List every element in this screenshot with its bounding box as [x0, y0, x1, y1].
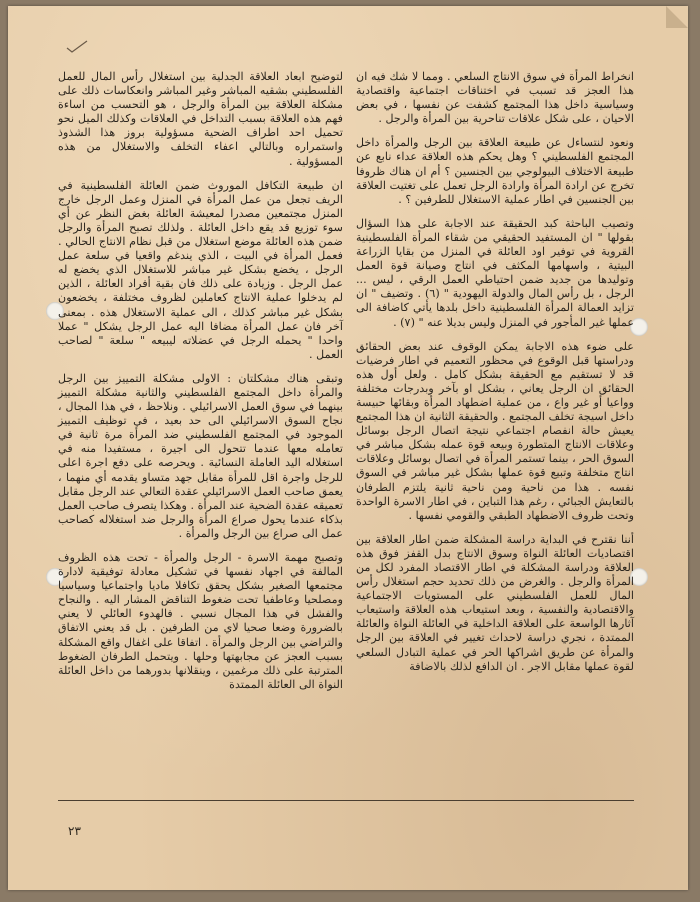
paragraph: وتصيب الباحثة كبد الحقيقة عند الاجابة على هذا السؤال بقولها " ان المستفيد الحقيقي من شقاء المرأة الفلسطينية القروية في توفير اود العائلة في المنزل من بقايا الزراعة البيتية ، واسهامها المكثف في انتاج وصيانة قوة العمل وتوليدها من جديد ضمن احتياطي العمل الرقي ، ليس ... الرجل ، بل رأس المال والدولة اليهودية " (٦) . وتضيف " ان تزايد العمالة المرأة الفلسطينية داخل بلدها يأتي كاضافة الى عملها غير المأجور في المنزل وليس بديلا عنه " (٧) .	[356, 216, 634, 329]
page-number: ٢٣	[68, 824, 81, 838]
footer-rule	[58, 800, 634, 801]
paragraph: ونعود لنتساءل عن طبيعة العلاقة بين الرجل والمرأة داخل المجتمع الفلسطيني ؟ وهل يحكم هذه العلاقة عداء نابع عن طبيعة الاختلاف البيولوجي بين الجنسين ؟ أم ان هناك ظروفا تخرج عن ارادة المرأة وارادة الرجل تعمل على تغتيت العلاقة بين الجنسين في اطار عملية الاستغلال للطرفين ؟ .	[356, 136, 634, 206]
left-text-column	[58, 70, 343, 702]
paragraph: لتوضيح ابعاد العلاقة الجدلية بين استغلال رأس المال للعمل الفلسطيني بشقيه المباشر وغير المباشر وانعكاسات ذلك على مشكلة العلاقة بين المرأة والرجل ، هو التحسب من اساءة فهم هذه العلاقة بسبب التداخل في العلاقات وكذلك الميل نحو تحميل احد اطراف الضحية مسؤولية بروز هذا الشذوذ واستمراره وبالتالي اعفاء التخلف والاستغلال من هذه المسؤولية .	[58, 70, 343, 168]
right-text-column	[356, 70, 634, 684]
paragraph: على ضوء هذه الاجابة يمكن الوقوف عند بعض الحقائق ودراستها قبل الوقوع في محظور التعميم في اطار فرضيات قد لا تستقيم مع الحقيقة بشكل كامل . ولعل أول هذه الحقائق ان الرجل يعاني ، بشكل او بآخر وبدرجات مختلفة وواعيا أو غير واع ، من عملية اضطهاد المرأة وبقائها حبيسة داخل اسيجة تخلف المجتمع . والحقيقة الثانية ان هذا المجتمع يعيش حالة انفصام اجتماعي نتيجة اتصال الرجل بوسائل وعلاقات الانتاج المتطورة وبيعه قوة عمله بشكل مباشر في السوق الحر ، بينما تستمر المرأة في اتصال بوسائل وعلاقات انتاج متخلفة وتبيع قوة عملها بشكل غير مباشر في السوق نفسه . هذا من ناحية ومن ناحية ثانية يلتزم الطرفان بالتعايش الجبائي ، رغم هذا التباين ، في اطار الاسرة الواحدة وتحت ظروف الاضطهاد الطبقي والقومي نفسها .	[356, 339, 634, 522]
paragraph: انخراط المرأة في سوق الانتاج السلعي . ومما لا شك فيه ان هذا العجز قد تسبب في اختناقات اجتماعية واقتصادية وسياسية داخل هذا المجتمع كشفت عن نفسها ، في بعض الاحيان ، على شكل علاقات تناحرية بين المرأة والرجل .	[356, 70, 634, 126]
paragraph: أننا نقترح في البداية دراسة المشكلة ضمن اطار العلاقة بين اقتصاديات العائلة النواة وسوق الانتاج بدل القفز فوق هذه العلاقة ودراسة المشكلة في اطار الاقتصاد المفرد لكل من المرأة والرجل . والغرض من ذلك تحديد حجم استغلال رأس المال للعمل الفلسطيني على المستويات الاجتماعية والاقتصادية والنفسية ، وبعد استيعاب هذه العلاقة واستيعاب آثارها الواسعة على العلاقة الداخلية في العائلة النواة والعائلة الممتدة ، نجري دراسة لاحداث تغيير في العلاقة بين الرجل والمرأة عن طريق اشراكها الحر في عملية التبادل السلعي لقوة عملها مقابل الاجر . ان الدافع لذلك بالاضافة	[356, 532, 634, 673]
folded-corner	[666, 6, 688, 28]
document-page	[8, 6, 688, 890]
pencil-check-mark-icon	[66, 40, 88, 54]
paragraph: ان طبيعة التكافل الموروث ضمن العائلة الفلسطينية في الريف تجعل من عمل المرأة في المنزل وعمل الرجل خارج المنزل مجتمعين مصدرا لمعيشة العائلة بغض النظر عن أي سوء توزيع قد يقع داخل العائلة . ولذلك تصبح المرأة والرجل ضمن هذه العائلة موضع استغلال من قبل نظام الانتاج الحالي . فعمل المرأة في البيت ، الذي يندغم واقعيا في سلعة عمل الرجل ، يخضع بشكل غير مباشر للاستغلال الذي يخضع له عمل الرجل . وزيادة على ذلك فان بقية أفراد العائلة ، الذين لم يدخلوا عملية الانتاج كعاملين لظروف مختلفة ، يخضعون بشكل غير مباشر كذلك ، الى عملية الاستغلال هذه . بمعنى آخر فان عمل المرأة مضافا اليه عمل الرجل يشكل " عملا واحدا " يحمله الرجل في عضلاته ليبيعه " سلعة " لصاحب العمل .	[58, 178, 343, 361]
paragraph: وتبقى هناك مشكلتان : الاولى مشكلة التمييز بين الرجل والمرأة داخل المجتمع الفلسطيني والثانية مشكلة التمييز بينهما في سوق العمل الاسرائيلي . ونلاحظ ، في هذا المجال ، نجاح السوق الاسرائيلي الى حد بعيد ، في توظيف التمييز الموجود في المجتمع الفلسطيني ضد المرأة مرة ثانية في تعامله معها عندما تتحول الى اجيرة ، مستفيدا منه في استغلاله اليد العاملة النسائية . ويحرصه على دفع اجرة اعلى للرجل واجرة اقل للمرأة مقابل جهد متساو يقدمه أي منهما ، يعمق صاحب العمل الاسرائيلي عقدة التعالي عند الرجل مقابل تعميقه عقدة الضحية عند المرأة . وهكذا يتصرف صاحب العمل بذكاء عندما يحول صراع المرأة والرجل ضد استغلاله كصاحب عمل الى صراع بين الرجل والمرأة .	[58, 371, 343, 540]
paragraph: وتصبح مهمة الاسرة - الرجل والمرأة - تحت هذه الظروف المالفة في اجهاد نفسها في تشكيل معادلة توفيقية لادارة مجتمعها الصغير بشكل يحقق تكافلا ماديا واجتماعيا وسياسيا ومصلحيا وعاطفيا تحت ضغوط التناقض المشار اليه . والنجاح والفشل في هذا المجال نسبي . فالهدوء العائلي لا يعني بالضرورة وضعا صحيا لاي من الطرفين . بل قد يعني الاتفاق والتراضي بين الرجل والمرأة . اتفاقا على اغفال واقع المشكلة بسبب العجز عن مجابهتها وحلها . ويتحمل الطرفان الضغوط المترتبة على ذلك مرغمين ، وينقلانها بدورهما من داخل العائلة النواة الى العائلة الممتدة	[58, 551, 343, 691]
